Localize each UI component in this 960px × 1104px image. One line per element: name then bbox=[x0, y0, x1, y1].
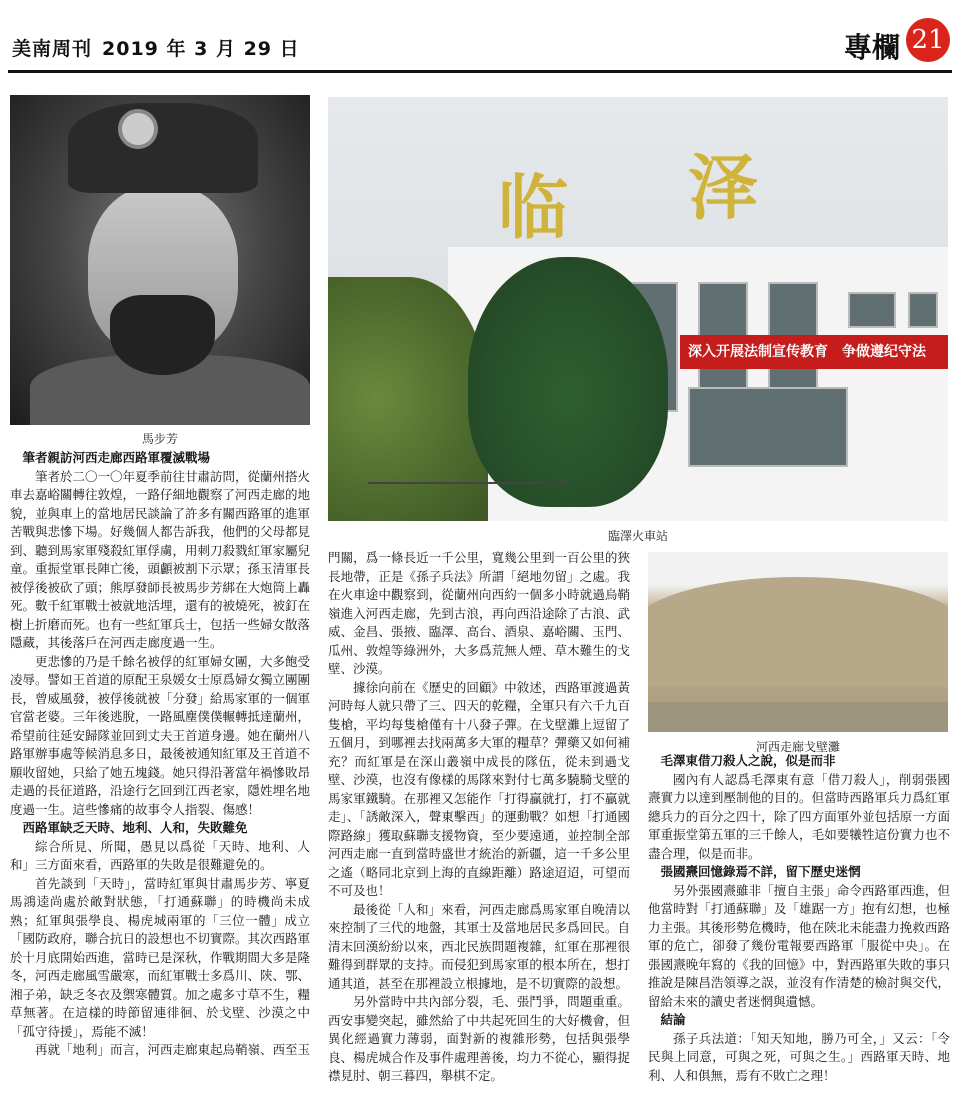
desert-hill bbox=[648, 577, 948, 687]
masthead bbox=[12, 34, 300, 61]
paragraph: 另外當時中共內部分裂，毛、張鬥爭，問題重重。西安事變突起，雖然給了中共起死回生的大好機會，但異化經過實力薄弱，面對新的複雜形勢，包括與張學良、楊虎城合作及事件處理善後，均力不從心，顯得捉襟見肘、朝三暮四，舉棋不定。 bbox=[328, 994, 630, 1083]
paragraph: 國內有人認爲毛澤東有意「借刀殺人」，削弱張國燾實力以達到壓制他的目的。但當時西路軍兵力爲紅軍總兵力的百分之四十，除了四方面軍外並包括原一方面軍重振堂第五軍的三千餘人，毛如要犧牲這份實力也不盡合理，似是而非。 bbox=[648, 771, 950, 861]
station-photo bbox=[328, 97, 948, 521]
issue-date: 2019 年 3 月 29 日 bbox=[102, 38, 300, 60]
paragraph: 綜合所見、所聞，愚見以爲從「天時、地利、人和」三方面來看，西路軍的失敗是很難避免的。 bbox=[10, 838, 310, 872]
article-column-middle bbox=[328, 549, 630, 1094]
paragraph: 首先談到「天時」，當時紅軍與甘肅馬步芳、寧夏馬鴻逵尚處於敵對狀態，「打通蘇聯」的時機尚未成熟；紅軍與張學良、楊虎城兩軍的「三位一體」成立「國防政府，聯合抗日的設想也不切實際。其次西路軍於十月底開始西進，當時已是深秋，作戰期間大多是隆冬，河西走廊風雪嚴寒，而紅軍戰士多爲川、陝、鄂、湘子弟，缺乏冬衣及禦寒體質。加之處多寸草不生，糧草無著。在這樣的時節留連徘徊、於戈壁、沙漠之中「孤守待援」，焉能不滅！ bbox=[10, 875, 310, 1039]
portrait-photo bbox=[10, 95, 310, 425]
station-window bbox=[908, 292, 938, 328]
desert-photo bbox=[648, 552, 948, 732]
paragraph: 門關，爲一條長近一千公里，寬幾公里到一百公里的狹長地帶，正是《孫子兵法》所謂「絕地勿留」之處。我在火車途中觀察到，從蘭州向西約一個多小時就過烏鞘嶺進入河西走廊，先到古浪，再向西沿途除了古浪、武威、金昌、張掖、臨澤、高台、酒泉、嘉峪關、玉門、瓜州、敦煌等綠洲外，大多爲荒無人煙、草木難生的戈壁、沙漠。 bbox=[328, 550, 630, 676]
subheading: 結論 bbox=[660, 1012, 686, 1027]
station-roof-char: 泽 bbox=[688, 146, 758, 229]
paragraph: 另外張國燾雖非「擅自主張」命令西路軍西進，但他當時對「打通蘇聯」及「雄踞一方」抱有幻想，也極力主張。其後形勢危機時，他在陝北未能盡力挽救西路軍的危亡，卻發了幾份電報要西路軍「服從中央」。在張國燾晚年寫的《我的回憶》中，對西路軍失敗的事只推說是陳昌浩領導之誤，並沒有作清楚的檢討與交代，留給未來的讀史者迷惘與遺憾。 bbox=[648, 882, 950, 1009]
station-tree bbox=[468, 257, 668, 507]
station-roof-char: 临 bbox=[498, 166, 568, 249]
station-caption: 臨澤火車站 bbox=[607, 529, 668, 543]
paragraph: 最後從「人和」來看，河西走廊爲馬家軍自晚清以來控制了三代的地盤，其軍士及當地居民多爲回民。自清末回漢紛紛以來，西北民族問題複雜，紅軍在那裡很難得到群眾的支持。而侵犯到馬家軍的根本所在，想打通其道，甚至在那裡設立根據地，是不切實際的設想。 bbox=[328, 901, 630, 991]
subheading: 筆者親訪河西走廊西路軍覆滅戰場 bbox=[22, 450, 211, 465]
section-title: 專欄 bbox=[843, 31, 900, 64]
cap-badge bbox=[118, 109, 158, 149]
desert-road bbox=[648, 702, 948, 732]
station-door bbox=[688, 387, 848, 467]
paragraph: 據徐向前在《歷史的回顧》中敘述，西路軍渡過黃河時每人就只帶了三、四天的乾糧，全軍只有六千九百隻槍，平均每隻槍僅有十八發子彈。在戈壁灘上逗留了五個月，到哪裡去找兩萬多大軍的糧草？彈藥又如何補充？而紅軍是在深山叢嶺中成長的隊伍，從未到過戈壁、沙漠，也沒有像樣的馬隊來對付七萬多驍騎戈壁的馬家軍鐵騎。在那裡又怎能作「打得贏就打，打不贏就走」、「誘敵深入，聲東擊西」的運動戰？如想「打通國際路線」獲取蘇聯支援物資，至少要遠通，並控制全部河西走廊一直到當時盛世才統治的新疆，這一千多公里之遙（略同北京到上海的直線距離）路途迢迢，可望而不可及也！ bbox=[328, 679, 630, 898]
paragraph: 孫子兵法道：「知天知地，勝乃可全，」又云：「令民與上同意，可與之死，可與之生。」西路軍天時、地利、人和俱無，焉有不敗亡之理！ bbox=[648, 1030, 950, 1083]
station-fence bbox=[368, 482, 568, 492]
subheading: 西路軍缺乏天時、地利、人和，失敗難免 bbox=[22, 820, 248, 835]
article-column-left bbox=[10, 449, 310, 1100]
paragraph: 再就「地利」而言，河西走廊東起烏鞘嶺、西至玉 bbox=[35, 1042, 310, 1057]
portrait-cap bbox=[68, 103, 258, 193]
station-window bbox=[848, 292, 896, 328]
portrait-beard bbox=[110, 295, 215, 375]
subheading: 毛澤東借刀殺人之說，似是而非 bbox=[660, 753, 836, 768]
page-number-badge: 21 bbox=[906, 18, 950, 62]
article-column-right bbox=[648, 752, 950, 1098]
portrait-caption: 馬步芳 bbox=[141, 432, 178, 446]
page-header bbox=[8, 8, 952, 66]
paragraph: 筆者於二〇一〇年夏季前往甘肅訪問，從蘭州搭火車去嘉峪關轉往敦煌，一路仔細地觀察了河西走廊的地貌，並與車上的當地居民談論了許多有關西路軍的進軍苦戰與悲慘下場。好幾個人都告訴我，他們的父母都見到、聽到馬家軍殘殺紅軍俘虜，用刺刀殺戮紅軍家屬兒童。重振堂軍長陣亡後，頭顱被割下示眾；孫玉清軍長被俘後被砍了頭；熊厚發師長被馬步芳綁在大炮筒上轟死。數千紅軍戰士被就地活埋，還有的被燒死，被釘在樹上折磨而死。也有一些紅軍兵士，包括一些婦女散落隱藏，其後落戶在河西走廊度過一生。 bbox=[10, 468, 310, 650]
desert-caption: 河西走廊戈壁灘 bbox=[755, 740, 840, 754]
station-banner: 深入开展法制宣传教育 争做遵纪守法 bbox=[680, 335, 948, 369]
subheading: 張國燾回憶錄焉不詳，留下歷史迷惘 bbox=[660, 864, 861, 879]
paragraph: 更悲慘的乃是千餘名被俘的紅軍婦女團，大多飽受凌辱。譬如王首道的原配王泉媛女士原爲婦女獨立團團長，曾威風發，被俘後就被「分發」給馬家軍的一個軍官當老婆。三年後逃脫，一路風塵僕僕輾轉抵達蘭州，希望前往延安歸隊並回到丈夫王首道身邊。她在蘭州八路軍辦事處等候消息多日，最後被通知紅軍及王首道不願收留她，只給了她五塊錢。她只得沿著當年禍慘敗昂走過的長征道路，沿途行乞回到江西老家，隱姓埋名地度過一生。這些慘痛的故事令人指裂、傷感！ bbox=[10, 653, 310, 817]
header-rule bbox=[8, 70, 952, 73]
publication-name: 美南周刊 bbox=[12, 38, 93, 60]
